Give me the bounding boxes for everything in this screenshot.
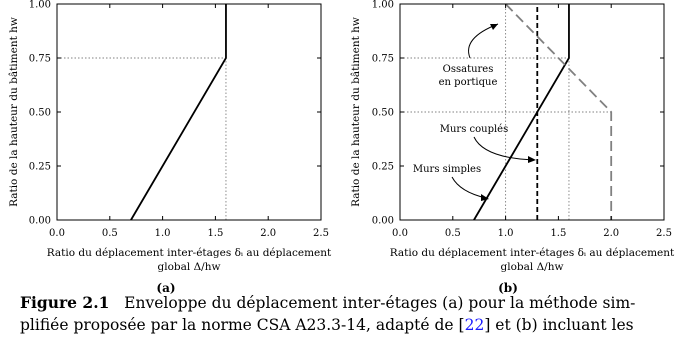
panel-a-ylabel: Ratio de la hauteur du bâtiment hw	[8, 17, 20, 207]
annotation-murs-couples	[440, 124, 536, 163]
annotation-murs-couples-arrow	[474, 137, 534, 160]
caption-text-2b: ] et (b) incluant les	[484, 316, 634, 334]
annotation-murs-couples-text: Murs couplés	[439, 124, 509, 135]
panel-b-ylabel: Ratio de la hauteur du bâtiment hw	[350, 17, 362, 207]
caption-text-1: Enveloppe du déplacement inter-étages (a) pour la méthode sim-	[124, 294, 636, 312]
panel-b-xtick-label-2: 1.0	[497, 228, 514, 239]
panel-a-xtick-label-3: 1.5	[207, 228, 224, 239]
panel-b-xtick-label-1: 0.5	[444, 228, 461, 239]
annotation-murs-simples-text: Murs simples	[412, 164, 482, 175]
annotation-murs-simples	[413, 164, 489, 201]
panel-a-label: (a)	[156, 281, 176, 295]
panel-b-plot	[372, 0, 672, 239]
panel-b-ytick-label-3: 0.75	[371, 53, 394, 65]
panel-b-xlabel-line1: Ratio du déplacement inter-étages δᵢ au déplacement	[389, 247, 675, 259]
annotation-ossatures	[439, 24, 498, 88]
panel-a-xtick-label-1: 0.5	[101, 228, 118, 239]
panel-b-ytick-label-2: 0.50	[371, 107, 394, 119]
caption-text-2a: plifiée proposée par la norme CSA A23.3-14, adapté de [	[20, 316, 465, 334]
panel-b-xlabel-line2: global Δ/hw	[500, 261, 564, 273]
caption-citation-link[interactable]: 22	[464, 316, 485, 334]
annotation-ossatures-line2: en portique	[438, 77, 498, 88]
panel-a-xtick-label-2: 1.0	[154, 228, 171, 239]
panel-a-series-0-line	[131, 4, 226, 220]
panel-a-xtick-label-0: 0.0	[49, 228, 65, 239]
panel-b-ytick-label-1: 0.25	[371, 161, 394, 173]
panel-a	[8, 0, 332, 295]
panel-a-plot-frame	[57, 4, 321, 220]
panel-a-xtick-label-5: 2.5	[313, 228, 329, 239]
panel-b-label: (b)	[498, 281, 518, 295]
panel-a-xlabel-line2: global Δ/hw	[157, 261, 221, 273]
panel-b-ytick-label-4: 1.00	[371, 0, 394, 11]
panel-b-xtick-label-4: 2.0	[603, 228, 620, 239]
panel-a-xtick-label-4: 2.0	[260, 228, 277, 239]
annotation-ossatures-line1: Ossatures	[442, 64, 494, 75]
panel-a-ytick-label-3: 0.75	[28, 53, 51, 65]
annotation-murs-simples-arrow	[452, 177, 486, 198]
panel-b-xtick-label-0: 0.0	[392, 228, 408, 239]
panel-a-ytick-label-2: 0.50	[28, 107, 51, 119]
caption-figure-number: Figure 2.1	[20, 293, 110, 312]
panel-a-plot	[29, 0, 329, 239]
panel-b	[350, 0, 675, 295]
annotation-murs-couples-arrowhead	[528, 156, 536, 163]
figure-caption	[20, 292, 670, 336]
caption-line-2	[20, 314, 670, 336]
panel-b-xtick-label-5: 2.5	[656, 228, 672, 239]
caption-line-1	[20, 292, 670, 314]
panel-a-ytick-label-0: 0.00	[28, 215, 51, 227]
panel-b-xtick-label-3: 1.5	[550, 228, 567, 239]
panel-a-ytick-label-4: 1.00	[28, 0, 51, 11]
panel-a-xlabel-line1: Ratio du déplacement inter-étages δᵢ au déplacement	[46, 247, 332, 259]
panel-b-ytick-label-0: 0.00	[371, 215, 394, 227]
panel-a-ytick-label-1: 0.25	[28, 161, 51, 173]
